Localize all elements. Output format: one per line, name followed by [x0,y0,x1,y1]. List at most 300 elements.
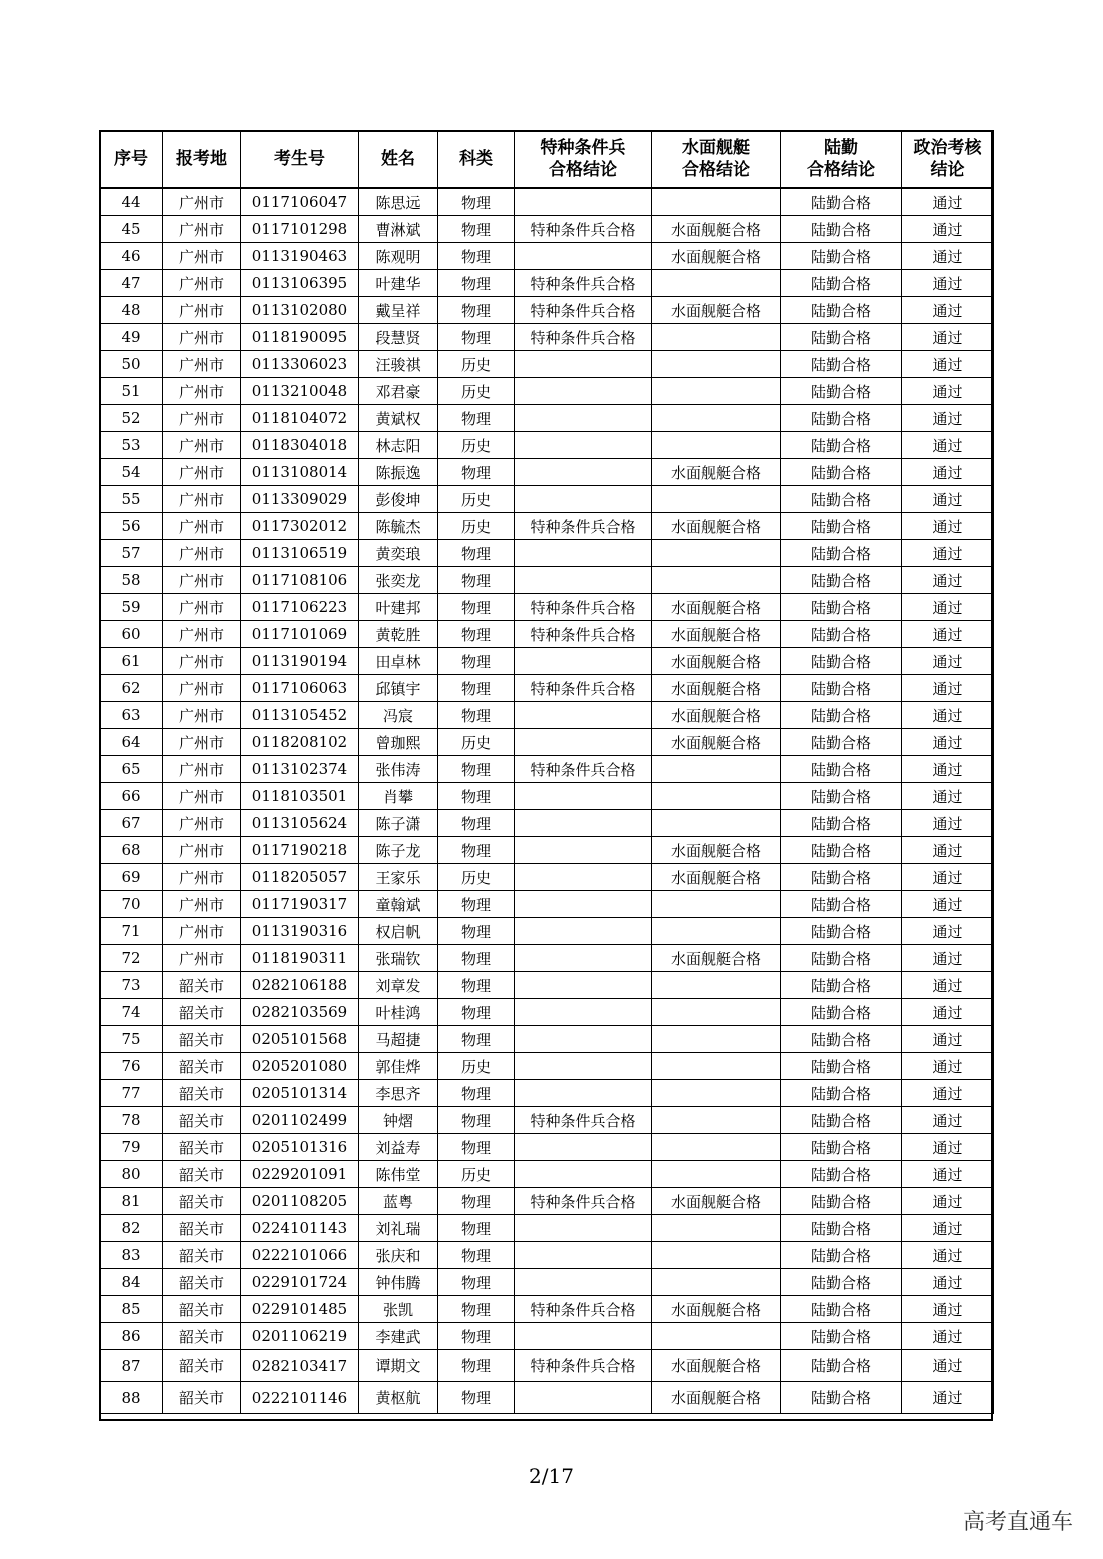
col-subject-cell: 历史 [438,513,515,540]
col-subject-cell: 物理 [438,1215,515,1242]
col-index-cell: 74 [100,999,163,1026]
col-index-cell: 52 [100,405,163,432]
col-subject-cell: 历史 [438,864,515,891]
col-region-cell: 广州市 [163,864,241,891]
col-exam-id-cell: 0118103501 [241,783,359,810]
col-index-cell: 59 [100,594,163,621]
col-special-forces-cell [515,351,652,378]
col-political-cell: 通过 [902,1107,994,1134]
table-body [100,188,994,1414]
header-row [100,131,994,189]
table-row [100,972,994,999]
col-region-cell: 韶关市 [163,1161,241,1188]
col-political-cell: 通过 [902,864,994,891]
col-region-cell: 广州市 [163,513,241,540]
table-row [100,1296,994,1323]
col-region-cell: 韶关市 [163,1053,241,1080]
table-row [100,1242,994,1269]
col-special-forces-cell [515,729,652,756]
col-exam-id-cell: 0113210048 [241,378,359,405]
col-region-cell: 广州市 [163,378,241,405]
col-name-cell: 陈毓杰 [359,513,438,540]
col-special-forces-cell: 特种条件兵合格 [515,1350,652,1382]
col-index-cell: 87 [100,1350,163,1382]
col-surface-ship-cell [652,972,781,999]
col-ground-duty-cell: 陆勤合格 [781,621,902,648]
col-region-cell: 广州市 [163,188,241,216]
col-exam-id-cell: 0205101568 [241,1026,359,1053]
table-row [100,891,994,918]
table-row [100,324,994,351]
col-special-forces-cell: 特种条件兵合格 [515,756,652,783]
col-surface-ship-cell: 水面舰艇合格 [652,837,781,864]
col-surface-ship-cell: 水面舰艇合格 [652,243,781,270]
col-exam-id-cell: 0282103569 [241,999,359,1026]
col-exam-id-cell: 0113190194 [241,648,359,675]
col-political-cell: 通过 [902,1296,994,1323]
col-exam-id-cell: 0118304018 [241,432,359,459]
col-index-cell: 56 [100,513,163,540]
col-region-cell: 广州市 [163,783,241,810]
col-political-cell: 通过 [902,810,994,837]
col-name-cell: 蓝粤 [359,1188,438,1215]
col-region-cell: 广州市 [163,405,241,432]
col-surface-ship-cell [652,486,781,513]
col-region-cell: 广州市 [163,432,241,459]
col-name-cell: 陈振逸 [359,459,438,486]
col-special-forces-cell [515,1134,652,1161]
col-special-forces-cell: 特种条件兵合格 [515,297,652,324]
col-region-cell: 广州市 [163,567,241,594]
col-exam-id-cell: 0113102374 [241,756,359,783]
col-political-cell: 通过 [902,216,994,243]
col-region-cell: 广州市 [163,675,241,702]
col-political-cell: 通过 [902,945,994,972]
col-exam-id-cell: 0222101146 [241,1382,359,1414]
col-index-cell: 58 [100,567,163,594]
col-surface-ship-cell: 水面舰艇合格 [652,513,781,540]
col-surface-ship-cell: 水面舰艇合格 [652,297,781,324]
col-surface-ship-cell [652,1080,781,1107]
col-political-cell: 通过 [902,270,994,297]
col-political-cell: 通过 [902,297,994,324]
col-name-cell: 王家乐 [359,864,438,891]
col-name-cell: 郭佳烨 [359,1053,438,1080]
table-row [100,648,994,675]
col-political-cell: 通过 [902,621,994,648]
col-ground-duty-cell: 陆勤合格 [781,756,902,783]
col-region-cell: 广州市 [163,486,241,513]
col-political-cell: 通过 [902,540,994,567]
col-political-cell: 通过 [902,702,994,729]
table-row [100,513,994,540]
table-row [100,1080,994,1107]
col-region-cell: 广州市 [163,756,241,783]
col-region-cell: 韶关市 [163,1080,241,1107]
col-region-cell: 广州市 [163,621,241,648]
col-special-forces-cell [515,1215,652,1242]
col-name-cell: 马超捷 [359,1026,438,1053]
col-name-cell: 戴呈祥 [359,297,438,324]
col-special-forces-cell [515,486,652,513]
col-surface-ship-cell [652,540,781,567]
col-surface-ship-cell [652,810,781,837]
col-index-cell: 50 [100,351,163,378]
col-surface-ship-cell [652,270,781,297]
header-line: 序号 [114,149,148,169]
page-number: 2/17 [529,1464,574,1488]
col-index-cell: 47 [100,270,163,297]
table-row [100,1269,994,1296]
col-surface-ship-cell: 水面舰艇合格 [652,729,781,756]
col-index-cell: 65 [100,756,163,783]
col-exam-id-cell: 0118208102 [241,729,359,756]
col-exam-id-cell: 0113108014 [241,459,359,486]
col-index-cell: 77 [100,1080,163,1107]
table-row [100,1053,994,1080]
table-row [100,1350,994,1382]
header-line: 姓名 [381,149,415,169]
col-surface-ship-cell [652,378,781,405]
col-political-cell: 通过 [902,1161,994,1188]
col-political-cell: 通过 [902,783,994,810]
col-political-cell: 通过 [902,324,994,351]
col-political-cell: 通过 [902,1080,994,1107]
col-region-cell: 广州市 [163,351,241,378]
col-exam-id-cell: 0117101298 [241,216,359,243]
table-row [100,1134,994,1161]
col-surface-ship-cell [652,1161,781,1188]
header-line: 陆勤 [824,138,858,158]
col-surface-ship-cell: 水面舰艇合格 [652,1382,781,1414]
col-exam-id-cell: 0118190311 [241,945,359,972]
col-index-cell: 68 [100,837,163,864]
col-region-cell: 韶关市 [163,1188,241,1215]
header-line: 报考地 [176,149,227,169]
col-subject-cell: 物理 [438,675,515,702]
col-ground-duty-cell: 陆勤合格 [781,188,902,216]
col-region-cell: 韶关市 [163,1134,241,1161]
col-index-cell: 62 [100,675,163,702]
col-political-cell: 通过 [902,243,994,270]
col-index-cell: 69 [100,864,163,891]
col-subject-cell: 物理 [438,972,515,999]
col-name-cell: 林志阳 [359,432,438,459]
header-col-subject [438,131,515,189]
col-region-cell: 韶关市 [163,1026,241,1053]
col-index-cell: 81 [100,1188,163,1215]
col-ground-duty-cell: 陆勤合格 [781,513,902,540]
col-region-cell: 广州市 [163,945,241,972]
col-region-cell: 广州市 [163,270,241,297]
col-subject-cell: 历史 [438,378,515,405]
col-name-cell: 李思齐 [359,1080,438,1107]
header-line: 合格结论 [549,160,617,180]
col-subject-cell: 物理 [438,1107,515,1134]
col-political-cell: 通过 [902,567,994,594]
col-ground-duty-cell: 陆勤合格 [781,297,902,324]
table-row [100,864,994,891]
col-political-cell: 通过 [902,459,994,486]
col-surface-ship-cell: 水面舰艇合格 [652,459,781,486]
col-name-cell: 黄乾胜 [359,621,438,648]
col-ground-duty-cell: 陆勤合格 [781,1323,902,1350]
col-name-cell: 李建武 [359,1323,438,1350]
col-surface-ship-cell [652,999,781,1026]
table-row [100,918,994,945]
col-political-cell: 通过 [902,351,994,378]
header-col-surface-ship [652,131,781,189]
col-special-forces-cell [515,864,652,891]
col-ground-duty-cell: 陆勤合格 [781,1350,902,1382]
col-index-cell: 78 [100,1107,163,1134]
col-name-cell: 曹淋斌 [359,216,438,243]
col-index-cell: 46 [100,243,163,270]
col-subject-cell: 历史 [438,729,515,756]
col-ground-duty-cell: 陆勤合格 [781,648,902,675]
col-special-forces-cell [515,1242,652,1269]
watermark: 高考直通车 [962,1510,1073,1535]
col-index-cell: 54 [100,459,163,486]
col-region-cell: 韶关市 [163,999,241,1026]
col-surface-ship-cell [652,188,781,216]
col-subject-cell: 物理 [438,459,515,486]
header-line: 合格结论 [807,160,875,180]
col-name-cell: 陈思远 [359,188,438,216]
table-row [100,810,994,837]
col-subject-cell: 物理 [438,810,515,837]
col-index-cell: 57 [100,540,163,567]
col-exam-id-cell: 0118104072 [241,405,359,432]
header-line: 特种条件兵 [540,138,626,158]
col-region-cell: 韶关市 [163,1242,241,1269]
table-row [100,405,994,432]
col-political-cell: 通过 [902,594,994,621]
col-special-forces-cell [515,378,652,405]
col-political-cell: 通过 [902,405,994,432]
col-name-cell: 谭期文 [359,1350,438,1382]
col-special-forces-cell [515,1080,652,1107]
col-name-cell: 彭俊坤 [359,486,438,513]
col-index-cell: 76 [100,1053,163,1080]
col-exam-id-cell: 0113190316 [241,918,359,945]
col-index-cell: 80 [100,1161,163,1188]
col-subject-cell: 历史 [438,351,515,378]
col-ground-duty-cell: 陆勤合格 [781,1107,902,1134]
table-row [100,486,994,513]
col-subject-cell: 历史 [438,432,515,459]
col-subject-cell: 物理 [438,297,515,324]
col-name-cell: 张奕龙 [359,567,438,594]
col-political-cell: 通过 [902,891,994,918]
col-special-forces-cell: 特种条件兵合格 [515,324,652,351]
col-subject-cell: 物理 [438,1026,515,1053]
col-subject-cell: 物理 [438,1296,515,1323]
col-region-cell: 广州市 [163,891,241,918]
col-name-cell: 汪骏祺 [359,351,438,378]
col-special-forces-cell: 特种条件兵合格 [515,1107,652,1134]
col-exam-id-cell: 0117302012 [241,513,359,540]
col-subject-cell: 物理 [438,243,515,270]
col-political-cell: 通过 [902,1323,994,1350]
col-exam-id-cell: 0229101724 [241,1269,359,1296]
col-name-cell: 邱镇宇 [359,675,438,702]
col-exam-id-cell: 0282103417 [241,1350,359,1382]
col-index-cell: 86 [100,1323,163,1350]
col-index-cell: 53 [100,432,163,459]
col-ground-duty-cell: 陆勤合格 [781,351,902,378]
col-ground-duty-cell: 陆勤合格 [781,945,902,972]
table-row [100,837,994,864]
col-political-cell: 通过 [902,513,994,540]
col-special-forces-cell: 特种条件兵合格 [515,1296,652,1323]
col-exam-id-cell: 0201108205 [241,1188,359,1215]
col-surface-ship-cell [652,1134,781,1161]
col-subject-cell: 物理 [438,891,515,918]
col-region-cell: 广州市 [163,540,241,567]
col-surface-ship-cell: 水面舰艇合格 [652,648,781,675]
header-line: 考生号 [274,149,325,169]
col-region-cell: 广州市 [163,297,241,324]
col-surface-ship-cell [652,1269,781,1296]
col-surface-ship-cell [652,783,781,810]
col-index-cell: 60 [100,621,163,648]
col-name-cell: 陈子潇 [359,810,438,837]
col-special-forces-cell [515,918,652,945]
col-subject-cell: 物理 [438,1323,515,1350]
col-region-cell: 韶关市 [163,1296,241,1323]
col-region-cell: 广州市 [163,810,241,837]
col-special-forces-cell: 特种条件兵合格 [515,675,652,702]
col-name-cell: 陈观明 [359,243,438,270]
col-index-cell: 49 [100,324,163,351]
col-ground-duty-cell: 陆勤合格 [781,1134,902,1161]
col-ground-duty-cell: 陆勤合格 [781,216,902,243]
col-special-forces-cell [515,188,652,216]
col-region-cell: 广州市 [163,837,241,864]
col-exam-id-cell: 0224101143 [241,1215,359,1242]
col-subject-cell: 物理 [438,648,515,675]
col-special-forces-cell [515,648,652,675]
col-subject-cell: 物理 [438,567,515,594]
col-ground-duty-cell: 陆勤合格 [781,459,902,486]
col-surface-ship-cell: 水面舰艇合格 [652,216,781,243]
col-surface-ship-cell [652,1107,781,1134]
col-ground-duty-cell: 陆勤合格 [781,1188,902,1215]
table-row [100,188,994,216]
col-special-forces-cell: 特种条件兵合格 [515,621,652,648]
col-political-cell: 通过 [902,1053,994,1080]
col-name-cell: 张凯 [359,1296,438,1323]
table-row [100,459,994,486]
col-exam-id-cell: 0222101066 [241,1242,359,1269]
col-ground-duty-cell: 陆勤合格 [781,675,902,702]
col-political-cell: 通过 [902,972,994,999]
col-special-forces-cell [515,783,652,810]
col-political-cell: 通过 [902,756,994,783]
col-surface-ship-cell: 水面舰艇合格 [652,702,781,729]
col-ground-duty-cell: 陆勤合格 [781,594,902,621]
col-exam-id-cell: 0118190095 [241,324,359,351]
col-ground-duty-cell: 陆勤合格 [781,1080,902,1107]
col-exam-id-cell: 0117190218 [241,837,359,864]
col-index-cell: 64 [100,729,163,756]
col-political-cell: 通过 [902,729,994,756]
col-index-cell: 84 [100,1269,163,1296]
col-exam-id-cell: 0282106188 [241,972,359,999]
col-ground-duty-cell: 陆勤合格 [781,1053,902,1080]
col-exam-id-cell: 0201102499 [241,1107,359,1134]
col-special-forces-cell [515,1053,652,1080]
table-row [100,378,994,405]
col-ground-duty-cell: 陆勤合格 [781,729,902,756]
col-ground-duty-cell: 陆勤合格 [781,1161,902,1188]
col-political-cell: 通过 [902,1188,994,1215]
col-special-forces-cell [515,405,652,432]
col-name-cell: 张伟涛 [359,756,438,783]
col-special-forces-cell [515,567,652,594]
header-line: 科类 [459,149,493,169]
col-ground-duty-cell: 陆勤合格 [781,540,902,567]
col-political-cell: 通过 [902,1242,994,1269]
col-subject-cell: 物理 [438,999,515,1026]
col-subject-cell: 物理 [438,1188,515,1215]
table-row [100,297,994,324]
col-exam-id-cell: 0117106223 [241,594,359,621]
col-subject-cell: 物理 [438,756,515,783]
col-political-cell: 通过 [902,1350,994,1382]
table-row [100,216,994,243]
col-political-cell: 通过 [902,648,994,675]
col-subject-cell: 物理 [438,216,515,243]
results-table [99,130,994,1414]
col-index-cell: 75 [100,1026,163,1053]
header-col-exam-id [241,131,359,189]
col-subject-cell: 物理 [438,837,515,864]
col-ground-duty-cell: 陆勤合格 [781,324,902,351]
col-exam-id-cell: 0113190463 [241,243,359,270]
header-line: 结论 [930,160,965,180]
table-row [100,1215,994,1242]
col-surface-ship-cell [652,351,781,378]
col-political-cell: 通过 [902,1134,994,1161]
header-col-region [163,131,241,189]
table-row [100,729,994,756]
col-index-cell: 51 [100,378,163,405]
col-name-cell: 叶建华 [359,270,438,297]
col-ground-duty-cell: 陆勤合格 [781,783,902,810]
col-surface-ship-cell: 水面舰艇合格 [652,1296,781,1323]
col-ground-duty-cell: 陆勤合格 [781,1242,902,1269]
col-exam-id-cell: 0113106519 [241,540,359,567]
col-index-cell: 67 [100,810,163,837]
header-col-special-forces [515,131,652,189]
col-exam-id-cell: 0117108106 [241,567,359,594]
col-exam-id-cell: 0201106219 [241,1323,359,1350]
col-name-cell: 肖攀 [359,783,438,810]
col-special-forces-cell [515,1026,652,1053]
col-special-forces-cell: 特种条件兵合格 [515,1188,652,1215]
col-surface-ship-cell: 水面舰艇合格 [652,594,781,621]
col-special-forces-cell [515,1161,652,1188]
col-political-cell: 通过 [902,1269,994,1296]
col-exam-id-cell: 0113102080 [241,297,359,324]
col-index-cell: 79 [100,1134,163,1161]
col-region-cell: 广州市 [163,918,241,945]
col-index-cell: 61 [100,648,163,675]
col-special-forces-cell [515,972,652,999]
table-row [100,702,994,729]
